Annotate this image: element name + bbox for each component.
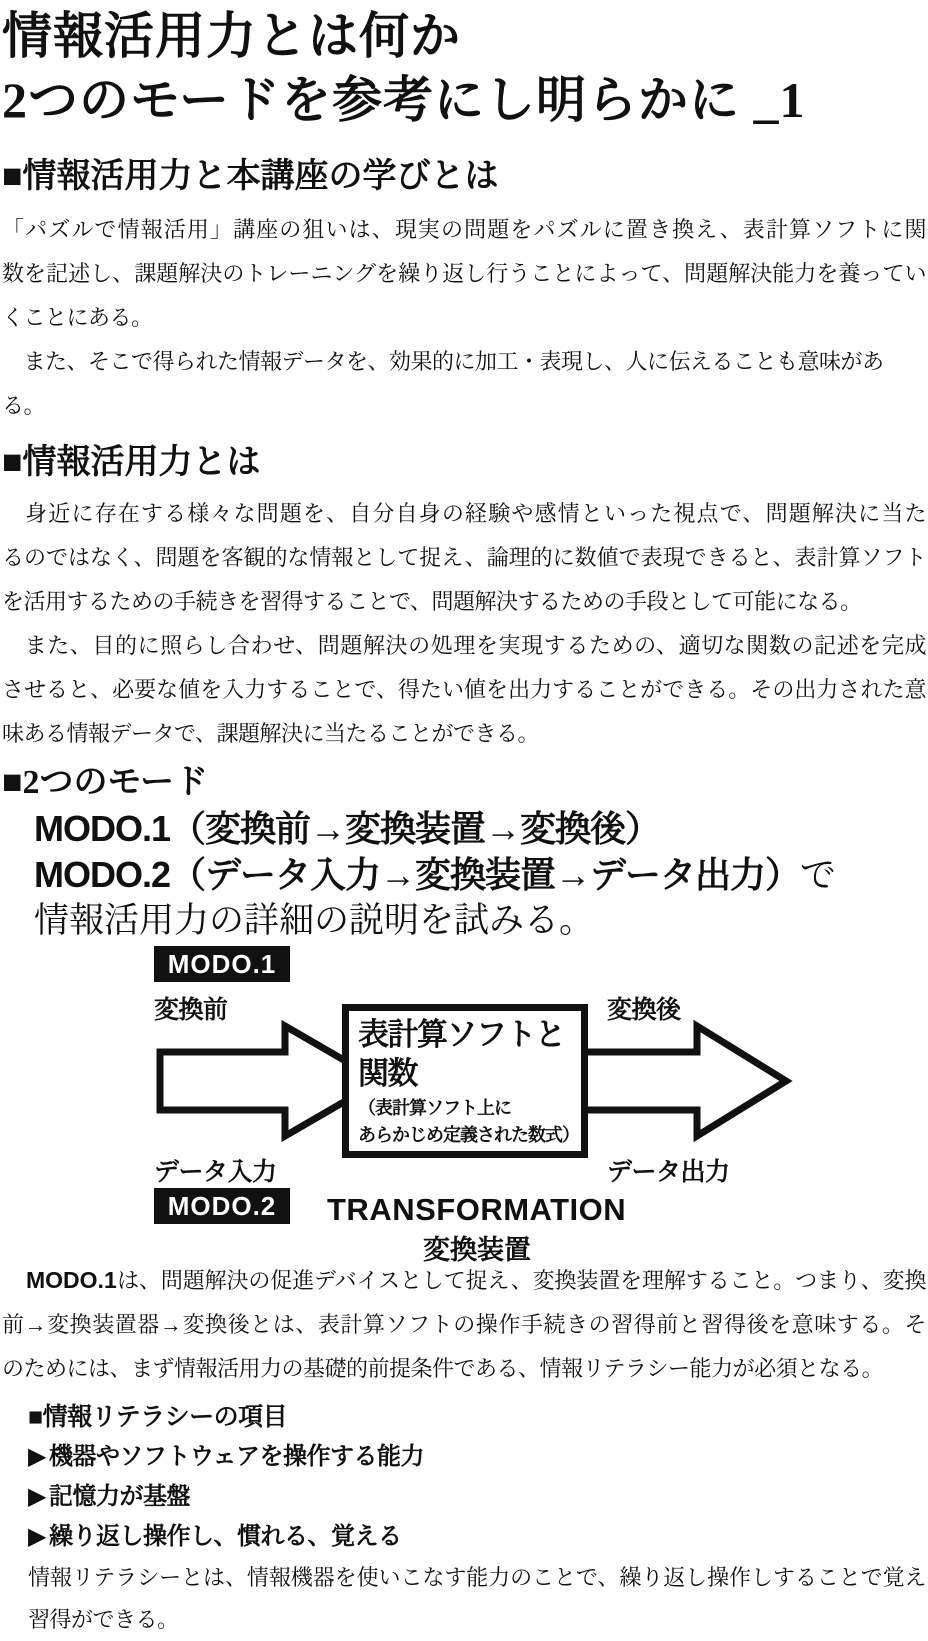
text-line: るのではなく、問題を客観的な情報として捉え、論理的に数値で表現できると、表計算ソフト	[2, 545, 926, 570]
list-item-label: 繰り返し操作し、慣れる、覚える	[48, 1523, 402, 1550]
modo2-definition-suffix: で	[800, 855, 837, 895]
device-box-note-line-1: （表計算ソフト上に	[358, 1098, 511, 1118]
text-line: くことにある。	[2, 305, 153, 330]
paragraph-learning-1	[2, 208, 928, 340]
device-box-title-line-2: 関数	[358, 1056, 417, 1091]
text-line: 味ある情報データで、課題解決に当たることができる。	[2, 721, 540, 746]
page-title-line-1: 情報活用力とは何か	[2, 8, 461, 64]
modo1-inline-label: MODO.1	[26, 1267, 117, 1293]
list-item	[28, 1477, 928, 1517]
paragraph-ability-1	[2, 492, 928, 624]
text-line: のためには、まず情報活用力の基礎的前提条件である、情報リテラシー能力が必須となる。	[2, 1356, 884, 1381]
text-line: 「パズルで情報活用」講座の狙いは、現実の問題をパズルに置き換え、表計算ソフトに関	[2, 217, 926, 242]
literacy-heading: ■情報リテラシーの項目	[28, 1403, 288, 1431]
modes-closing-line: 情報活用力の詳細の説明を試みる。	[34, 901, 595, 940]
data-input-label: データ入力	[154, 1158, 277, 1186]
modo2-badge: MODO.2	[154, 1188, 290, 1224]
literacy-section	[2, 1397, 928, 1641]
modo1-definition-line: MODO.1（変換前→変換装置→変換後）	[34, 808, 661, 849]
text-line-rest: は、問題解決の促進デバイスとして捉え、変換装置を理解すること。つまり、変換	[116, 1268, 926, 1293]
modo1-badge: MODO.1	[154, 946, 290, 982]
device-box-note-line-2: あらかじめ定義された数式）	[358, 1125, 579, 1145]
paragraph-ability-2	[2, 624, 928, 756]
section-heading-ability: ■情報活用力とは	[2, 444, 261, 481]
modo2-definition-main: MODO.2（データ入力→変換装置→データ出力）	[34, 854, 801, 895]
text-line: また、目的に照らし合わせ、問題解決の処理を実現するための、適切な関数の記述を完成	[2, 633, 926, 658]
device-box-title-line-1: 表計算ソフトと	[358, 1017, 565, 1052]
triangle-bullet-icon: ▶	[28, 1483, 46, 1510]
page-title	[2, 4, 928, 132]
text-line: させると、必要な値を入力することで、得たい値を出力することができる。その出力された意	[2, 677, 926, 702]
transformation-device-box	[342, 1004, 588, 1158]
modo2-definition-line	[2, 852, 928, 898]
text-line: 数を記述し、課題解決のトレーニングを繰り返し行うことによって、問題解決能力を養ってい	[2, 261, 926, 286]
text-line: 情報リテラシーとは、情報機器を使いこなす能力のことで、繰り返し操作しすることで覚え	[28, 1565, 926, 1590]
text-line: 習得ができる。	[28, 1607, 179, 1632]
paragraph-learning-2	[2, 340, 928, 428]
triangle-bullet-icon: ▶	[28, 1443, 46, 1470]
list-item-label: 記憶力が基盤	[48, 1483, 190, 1510]
right-block-arrow-icon	[577, 1026, 786, 1136]
device-caption: 変換装置	[423, 1235, 531, 1265]
text-line: 身近に存在する様々な問題を、自分自身の経験や感情といった視点で、問題解決に当た	[2, 501, 926, 526]
transformation-diagram	[152, 946, 812, 1265]
list-item	[28, 1437, 928, 1477]
paragraph-modo1-description	[2, 1258, 928, 1391]
text-line: 前→変換装置器→変換後とは、表計算ソフトの操作手続きの習得前と習得後を意味する。そ	[2, 1312, 926, 1337]
page-title-line-2: 2つのモードを参考にし明らかに _1	[2, 72, 806, 128]
data-output-label: データ出力	[607, 1158, 730, 1186]
section-heading-learning: ■情報活用力と本講座の学びとは	[2, 158, 499, 195]
section-heading-modes: ■2つのモード	[2, 764, 209, 801]
list-item-label: 機器やソフトウェアを操作する能力	[48, 1443, 425, 1470]
before-conversion-label: 変換前	[154, 996, 228, 1024]
text-line: また、そこで得られた情報データを、効果的に加工・表現し、人に伝えることも意味がある。	[2, 349, 884, 418]
text-line: を活用するための手続きを習得することで、問題解決するための手段として可能になる。	[2, 589, 862, 614]
after-conversion-label: 変換後	[607, 996, 681, 1024]
transformation-caption: TRANSFORMATION	[327, 1192, 627, 1227]
triangle-bullet-icon: ▶	[28, 1523, 46, 1550]
list-item	[28, 1517, 928, 1557]
